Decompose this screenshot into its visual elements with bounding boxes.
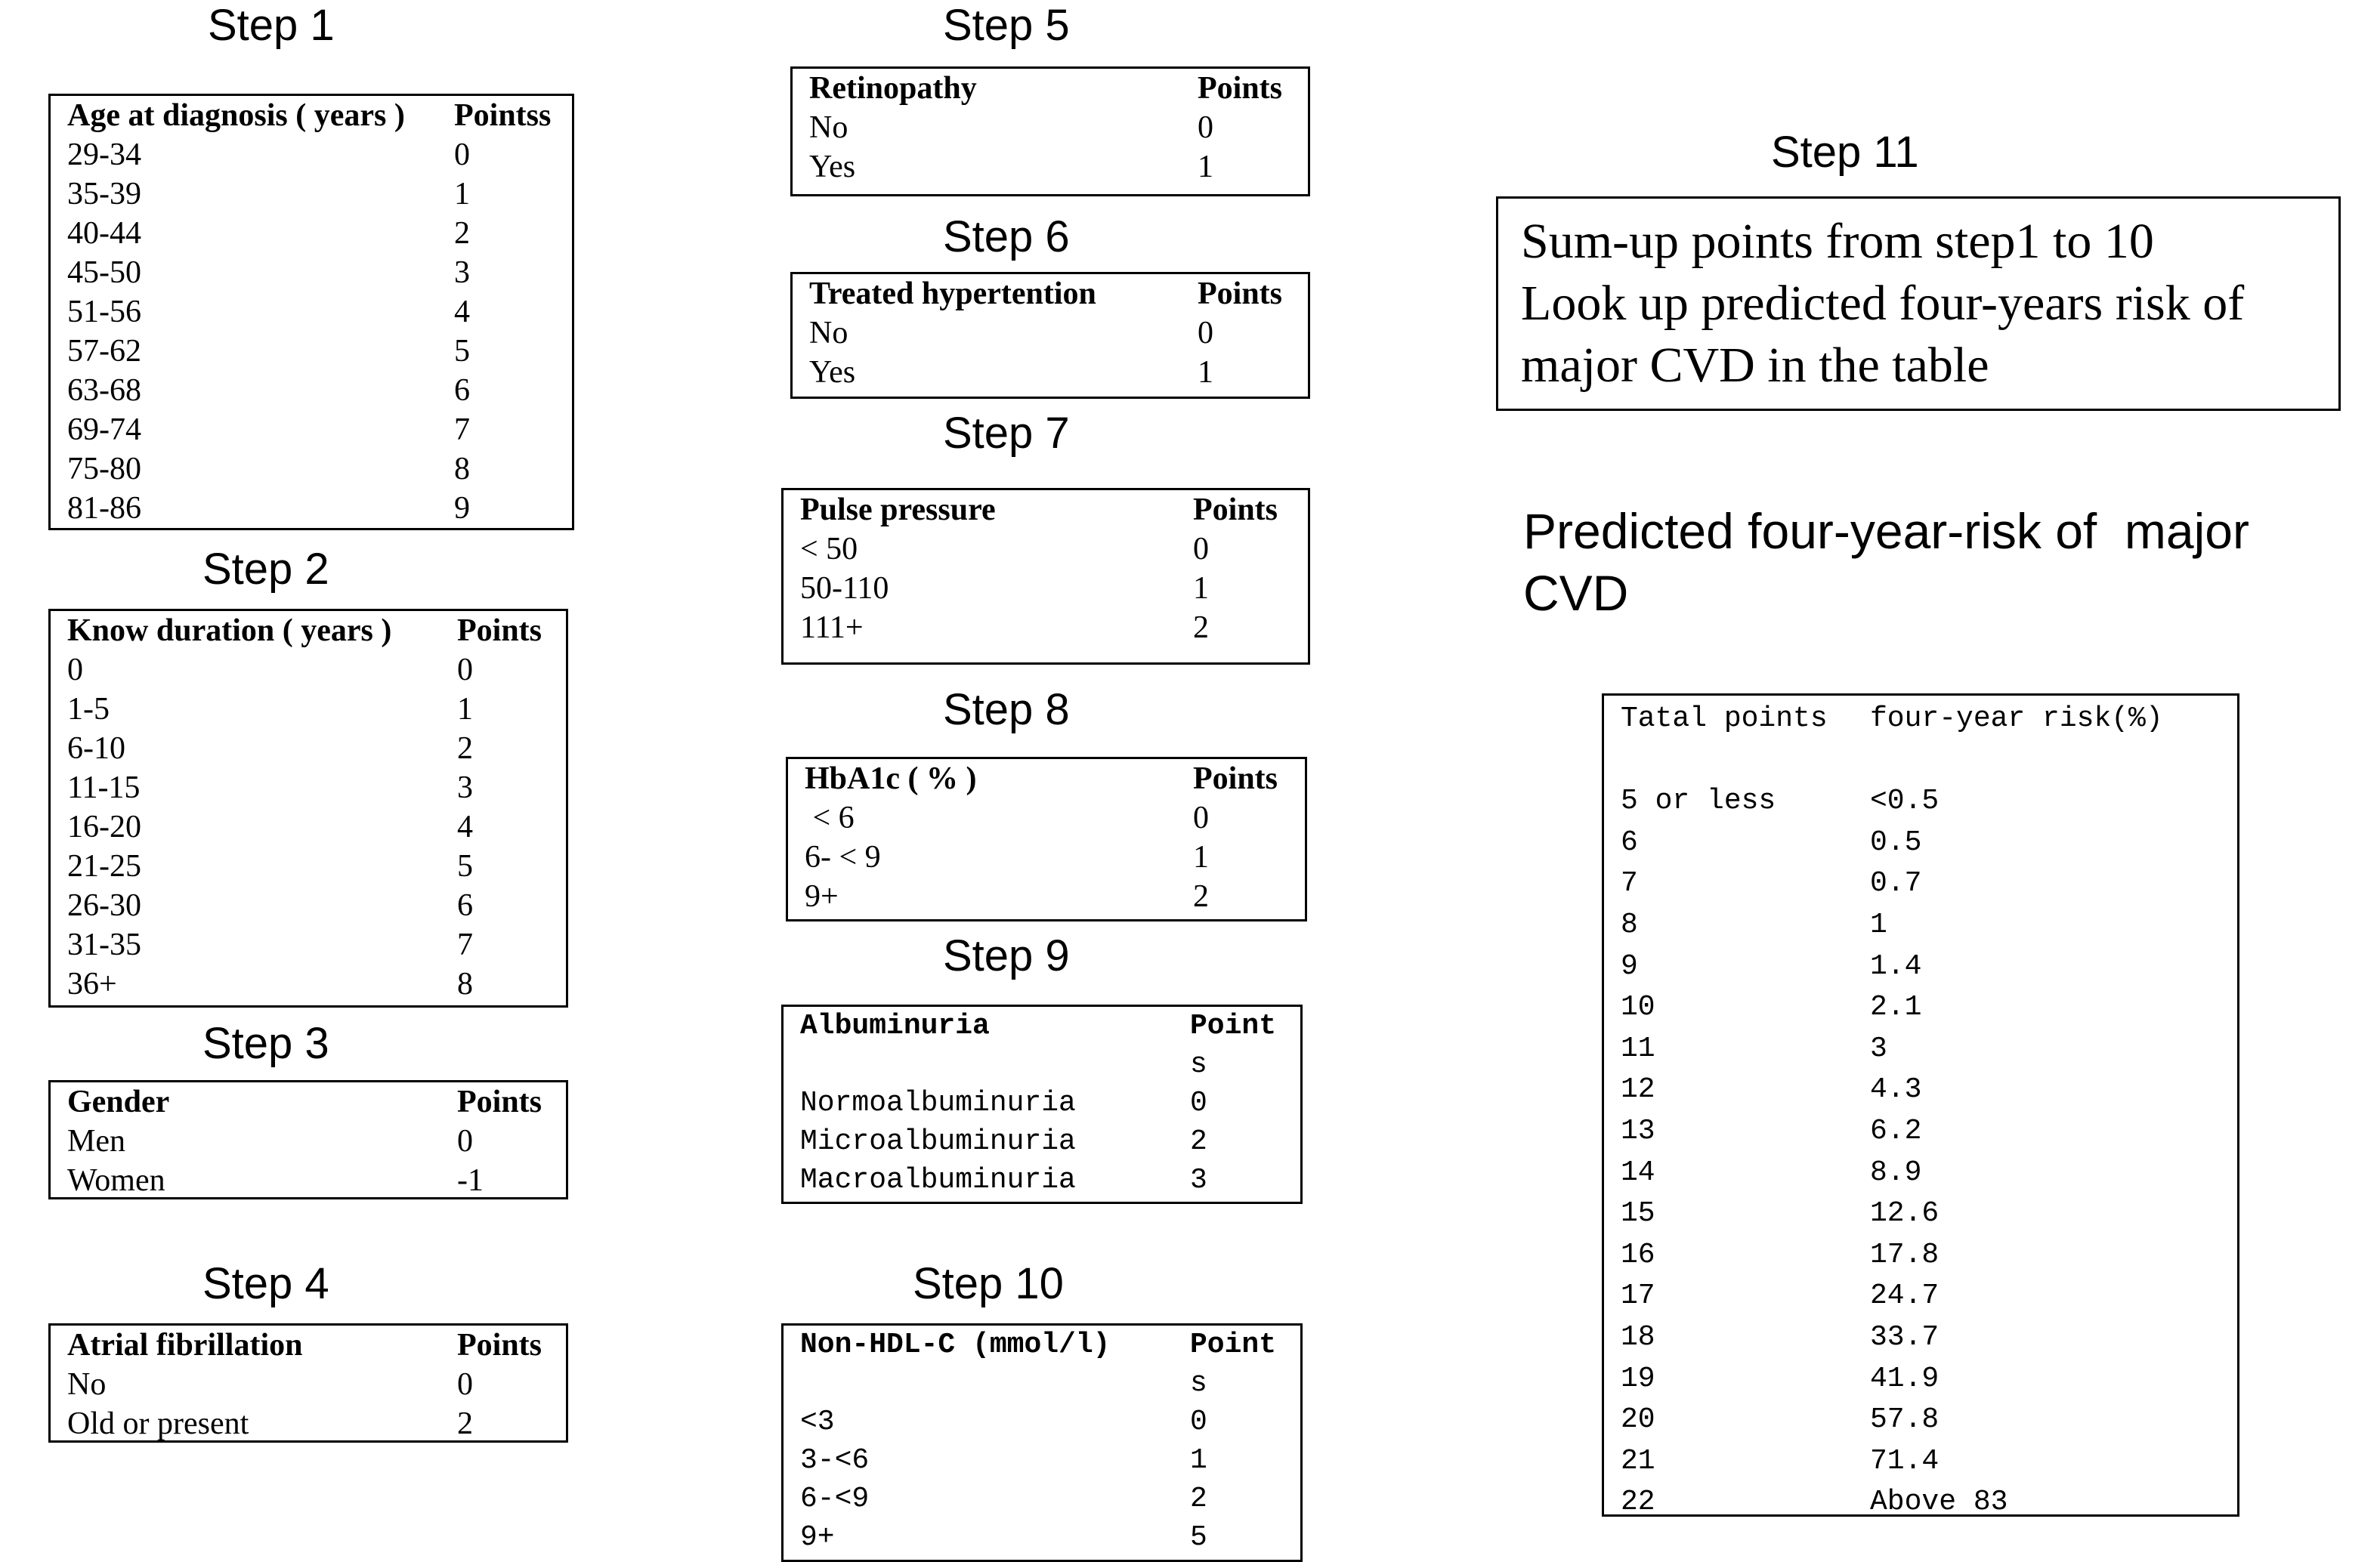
table-row xyxy=(1604,863,2163,905)
risk-row-value: 3 xyxy=(1870,1032,1887,1065)
table-row xyxy=(51,650,566,690)
step2-row-label: 11-15 xyxy=(67,770,141,805)
step7-table xyxy=(781,488,1310,665)
step1-row-points: 3 xyxy=(454,255,470,290)
step4-header-points: Points xyxy=(457,1328,542,1363)
step2-row-label: 6-10 xyxy=(67,731,125,766)
spacer xyxy=(1604,740,1870,782)
risk-row-value: 1.4 xyxy=(1870,949,1922,983)
table-row xyxy=(784,608,1308,647)
step3-table xyxy=(48,1080,568,1199)
step8-row-label: < 6 xyxy=(805,801,855,835)
spacer xyxy=(1870,740,2163,782)
step9-row-points: 3 xyxy=(1190,1164,1207,1196)
table-row xyxy=(51,729,566,768)
step1-title: Step 1 xyxy=(208,1,335,50)
risk-row-points: 15 xyxy=(1621,1197,1655,1230)
step9-header-wrap-row xyxy=(784,1045,1300,1084)
step11-title: Step 11 xyxy=(1771,128,1919,177)
step10-row-label: 9+ xyxy=(800,1521,835,1554)
step10-row-points: 1 xyxy=(1190,1444,1207,1477)
step7-header-points: Points xyxy=(1193,492,1278,527)
table-row xyxy=(1604,1111,2163,1153)
table-row xyxy=(793,147,1308,187)
table-row xyxy=(793,108,1308,147)
step6-header-row xyxy=(793,274,1308,313)
step2-header-row xyxy=(51,611,566,650)
step8-table xyxy=(786,757,1307,921)
table-row xyxy=(1604,781,2163,823)
step11-line-2: Look up predicted four-years risk of xyxy=(1521,276,2245,331)
step11-line-3: major CVD in the table xyxy=(1521,338,1989,393)
table-row xyxy=(51,886,566,925)
step1-row-label: 75-80 xyxy=(67,452,141,486)
step2-row-points: 6 xyxy=(457,888,473,923)
risk-row-value: 4.3 xyxy=(1870,1073,1922,1107)
table-row xyxy=(51,807,566,847)
step9-row-points: 2 xyxy=(1190,1125,1207,1158)
step10-row-label: 3-<6 xyxy=(800,1444,870,1477)
step10-row-label: 6-<9 xyxy=(800,1483,870,1515)
table-row xyxy=(1604,1235,2163,1276)
step6-row-points: 1 xyxy=(1198,355,1213,390)
step9-header-points: Point xyxy=(1190,1010,1277,1042)
step10-header-wrap-row xyxy=(784,1364,1300,1403)
step6-header-points: Points xyxy=(1198,276,1283,311)
risk-header-risk: four-year risk(%) xyxy=(1870,702,2163,735)
step3-header-label: Gender xyxy=(67,1085,170,1119)
step9-row-label: Normoalbuminuria xyxy=(800,1087,1076,1119)
risk-row-points: 16 xyxy=(1621,1238,1655,1271)
table-row xyxy=(793,353,1308,392)
step9-table xyxy=(781,1005,1303,1204)
table-row xyxy=(784,1441,1300,1480)
step3-header-row xyxy=(51,1082,566,1122)
table-row xyxy=(784,1480,1300,1518)
step8-row-points: 2 xyxy=(1193,879,1209,914)
step4-row-points: 0 xyxy=(457,1367,473,1402)
table-row xyxy=(51,1365,566,1404)
step9-header-wrap: s xyxy=(1190,1048,1207,1081)
step4-row-label: No xyxy=(67,1367,107,1402)
step7-header-row xyxy=(784,490,1308,529)
step4-row-points: 2 xyxy=(457,1406,473,1441)
step9-row-points: 0 xyxy=(1190,1087,1207,1119)
risk-row-points: 11 xyxy=(1621,1032,1655,1065)
step9-header-row xyxy=(784,1007,1300,1045)
step2-row-label: 16-20 xyxy=(67,810,141,844)
step2-row-label: 31-35 xyxy=(67,928,141,962)
risk-row-value: 0.5 xyxy=(1870,826,1922,859)
table-row xyxy=(1604,1441,2163,1483)
table-row xyxy=(1604,1482,2163,1523)
table-row xyxy=(788,877,1305,916)
step1-row-label: 51-56 xyxy=(67,295,141,329)
step1-row-label: 63-68 xyxy=(67,373,141,408)
table-row xyxy=(51,847,566,886)
risk-row-points: 13 xyxy=(1621,1114,1655,1147)
step1-row-label: 40-44 xyxy=(67,216,141,251)
table-row xyxy=(1604,1359,2163,1400)
table-row xyxy=(784,1084,1300,1122)
step10-header-wrap: s xyxy=(1190,1367,1207,1400)
step1-row-label: 29-34 xyxy=(67,137,141,172)
risk-row-value: 2.1 xyxy=(1870,991,1922,1024)
risk-spacer-row xyxy=(1604,740,2163,782)
step7-row-label: 111+ xyxy=(800,610,864,645)
table-row xyxy=(793,313,1308,353)
table-row xyxy=(1604,1400,2163,1441)
risk-row-value: 6.2 xyxy=(1870,1114,1922,1147)
step6-title: Step 6 xyxy=(943,212,1070,261)
step3-row-points: 0 xyxy=(457,1124,473,1159)
step7-row-points: 2 xyxy=(1193,610,1209,645)
step7-row-label: < 50 xyxy=(800,532,858,566)
risk-header-row xyxy=(1604,699,2163,740)
step1-row-label: 57-62 xyxy=(67,334,141,369)
step5-row-points: 1 xyxy=(1198,150,1213,184)
step5-row-points: 0 xyxy=(1198,110,1213,145)
step2-header-points: Points xyxy=(457,613,542,648)
step2-row-points: 4 xyxy=(457,810,473,844)
table-row xyxy=(51,371,572,410)
risk-row-value: <0.5 xyxy=(1870,785,1940,818)
step3-row-label: Men xyxy=(67,1124,125,1159)
step11-instructions xyxy=(1496,196,2341,411)
step1-header-row xyxy=(51,96,572,135)
step11-line-1: Sum-up points from step1 to 10 xyxy=(1521,214,2154,269)
step7-title: Step 7 xyxy=(943,409,1070,458)
step1-row-label: 45-50 xyxy=(67,255,141,290)
risk-row-value: 12.6 xyxy=(1870,1197,1940,1230)
risk-row-value: 17.8 xyxy=(1870,1238,1940,1271)
step2-row-label: 36+ xyxy=(67,967,117,1002)
table-row xyxy=(1604,823,2163,864)
table-row xyxy=(51,135,572,174)
table-row xyxy=(51,449,572,489)
table-row xyxy=(1604,1070,2163,1111)
table-row xyxy=(51,253,572,292)
step8-header-row xyxy=(788,759,1305,798)
table-row xyxy=(1604,1029,2163,1070)
table-row xyxy=(1604,1317,2163,1359)
risk-row-value: 0.7 xyxy=(1870,867,1922,900)
table-row xyxy=(1604,1193,2163,1235)
step10-table xyxy=(781,1323,1303,1562)
step9-row-label: Microalbuminuria xyxy=(800,1125,1076,1158)
step1-table xyxy=(48,94,574,530)
table-row xyxy=(784,569,1308,608)
step10-row-points: 0 xyxy=(1190,1406,1207,1438)
risk-heading-line-2: CVD xyxy=(1523,565,1629,621)
step9-header-label: Albuminuria xyxy=(800,1010,990,1042)
step2-row-points: 3 xyxy=(457,770,473,805)
step5-row-label: Yes xyxy=(809,150,856,184)
risk-row-points: 19 xyxy=(1621,1362,1655,1395)
table-row xyxy=(51,1122,566,1161)
step1-row-points: 5 xyxy=(454,334,470,369)
step1-row-points: 1 xyxy=(454,177,470,211)
step7-header-label: Pulse pressure xyxy=(800,492,996,527)
step8-header-points: Points xyxy=(1193,761,1278,796)
step10-header-label: Non-HDL-C (mmol/l) xyxy=(800,1329,1111,1361)
step1-row-points: 2 xyxy=(454,216,470,251)
risk-header-points: Tatal points xyxy=(1621,702,1828,735)
table-row xyxy=(51,690,566,729)
step1-row-points: 6 xyxy=(454,373,470,408)
table-row xyxy=(784,529,1308,569)
step2-row-points: 0 xyxy=(457,653,473,687)
risk-row-points: 14 xyxy=(1621,1156,1655,1189)
step8-row-points: 1 xyxy=(1193,840,1209,875)
risk-row-points: 22 xyxy=(1621,1486,1655,1519)
table-row xyxy=(51,214,572,253)
risk-row-value: 8.9 xyxy=(1870,1156,1922,1189)
step1-row-label: 35-39 xyxy=(67,177,141,211)
risk-row-value: 1 xyxy=(1870,908,1887,941)
table-row xyxy=(784,1161,1300,1199)
risk-row-value: 41.9 xyxy=(1870,1362,1940,1395)
step3-header-points: Points xyxy=(457,1085,542,1119)
risk-table xyxy=(1602,693,2239,1517)
table-row xyxy=(51,768,566,807)
step5-header-label: Retinopathy xyxy=(809,71,977,106)
step4-header-label: Atrial fibrillation xyxy=(67,1328,303,1363)
step10-row-points: 2 xyxy=(1190,1483,1207,1515)
risk-row-points: 8 xyxy=(1621,908,1638,941)
step6-header-label: Treated hypertention xyxy=(809,276,1096,311)
table-row xyxy=(51,965,566,1004)
step4-title: Step 4 xyxy=(202,1259,329,1308)
risk-row-value: 57.8 xyxy=(1870,1403,1940,1437)
table-row xyxy=(784,1518,1300,1557)
risk-row-points: 10 xyxy=(1621,991,1655,1024)
table-row xyxy=(1604,1153,2163,1194)
step5-row-label: No xyxy=(809,110,848,145)
table-row xyxy=(784,1403,1300,1441)
step1-row-points: 4 xyxy=(454,295,470,329)
step2-title: Step 2 xyxy=(202,545,329,594)
step10-header-row xyxy=(784,1326,1300,1364)
step9-title: Step 9 xyxy=(943,931,1070,980)
risk-row-value: 24.7 xyxy=(1870,1280,1940,1313)
table-row xyxy=(51,292,572,332)
risk-row-points: 9 xyxy=(1621,949,1638,983)
table-row xyxy=(51,410,572,449)
table-row xyxy=(51,925,566,965)
step8-title: Step 8 xyxy=(943,685,1070,734)
step8-header-label: HbA1c ( % ) xyxy=(805,761,977,796)
step8-row-label: 9+ xyxy=(805,879,839,914)
step5-header-points: Points xyxy=(1198,71,1283,106)
step9-header-wrap-spacer xyxy=(784,1045,1190,1084)
risk-heading-line-1: Predicted four-year-risk of major xyxy=(1523,503,2249,559)
step2-header-label: Know duration ( years ) xyxy=(67,613,392,648)
table-row xyxy=(51,174,572,214)
step7-row-points: 1 xyxy=(1193,571,1209,606)
risk-row-points: 17 xyxy=(1621,1280,1655,1313)
step2-table xyxy=(48,609,568,1008)
step5-table xyxy=(790,66,1310,196)
step3-row-points: -1 xyxy=(457,1163,484,1198)
risk-row-points: 20 xyxy=(1621,1403,1655,1437)
risk-row-value: 71.4 xyxy=(1870,1444,1940,1477)
risk-row-value: 33.7 xyxy=(1870,1320,1940,1354)
step10-row-points: 5 xyxy=(1190,1521,1207,1554)
step2-row-points: 1 xyxy=(457,692,473,727)
table-row xyxy=(788,838,1305,877)
step1-header-points: Pointss xyxy=(454,98,552,133)
step1-row-points: 8 xyxy=(454,452,470,486)
table-row xyxy=(784,1122,1300,1161)
table-row xyxy=(1604,987,2163,1029)
table-row xyxy=(51,332,572,371)
table-row xyxy=(51,1161,566,1200)
risk-heading xyxy=(1523,500,2249,624)
step4-header-row xyxy=(51,1326,566,1365)
risk-row-points: 12 xyxy=(1621,1073,1655,1107)
risk-row-points: 21 xyxy=(1621,1444,1655,1477)
step6-table xyxy=(790,272,1310,399)
step5-title: Step 5 xyxy=(943,1,1070,50)
step2-row-points: 2 xyxy=(457,731,473,766)
step10-title: Step 10 xyxy=(913,1259,1064,1308)
step5-header-row xyxy=(793,69,1308,108)
step9-row-label: Macroalbuminuria xyxy=(800,1164,1076,1196)
step10-row-label: <3 xyxy=(800,1406,835,1438)
table-row xyxy=(1604,946,2163,988)
risk-row-value: Above 83 xyxy=(1870,1486,2008,1519)
risk-row-points: 5 or less xyxy=(1621,785,1776,818)
step1-row-points: 9 xyxy=(454,491,470,526)
step1-row-points: 7 xyxy=(454,412,470,447)
step2-row-points: 5 xyxy=(457,849,473,884)
risk-row-points: 18 xyxy=(1621,1320,1655,1354)
table-row xyxy=(1604,1276,2163,1317)
table-row xyxy=(788,798,1305,838)
step10-header-points: Point xyxy=(1190,1329,1277,1361)
step6-row-points: 0 xyxy=(1198,316,1213,350)
step1-row-points: 0 xyxy=(454,137,470,172)
risk-row-points: 6 xyxy=(1621,826,1638,859)
step2-row-points: 7 xyxy=(457,928,473,962)
step10-header-wrap-spacer xyxy=(784,1364,1190,1403)
step7-row-points: 0 xyxy=(1193,532,1209,566)
step8-row-label: 6- < 9 xyxy=(805,840,881,875)
step2-row-label: 26-30 xyxy=(67,888,141,923)
step2-row-label: 21-25 xyxy=(67,849,141,884)
step1-row-label: 81-86 xyxy=(67,491,141,526)
table-row xyxy=(51,1404,566,1443)
step3-title: Step 3 xyxy=(202,1019,329,1068)
step1-row-label: 69-74 xyxy=(67,412,141,447)
risk-row-points: 7 xyxy=(1621,867,1638,900)
step2-row-label: 0 xyxy=(67,653,83,687)
step4-row-label: Old or present xyxy=(67,1406,249,1441)
table-row xyxy=(1604,905,2163,946)
step6-row-label: Yes xyxy=(809,355,856,390)
step2-row-label: 1-5 xyxy=(67,692,110,727)
step6-row-label: No xyxy=(809,316,848,350)
step1-header-label: Age at diagnosis ( years ) xyxy=(67,98,405,133)
step3-row-label: Women xyxy=(67,1163,165,1198)
step7-row-label: 50-110 xyxy=(800,571,889,606)
step4-table xyxy=(48,1323,568,1443)
step8-row-points: 0 xyxy=(1193,801,1209,835)
table-row xyxy=(51,489,572,528)
step2-row-points: 8 xyxy=(457,967,473,1002)
